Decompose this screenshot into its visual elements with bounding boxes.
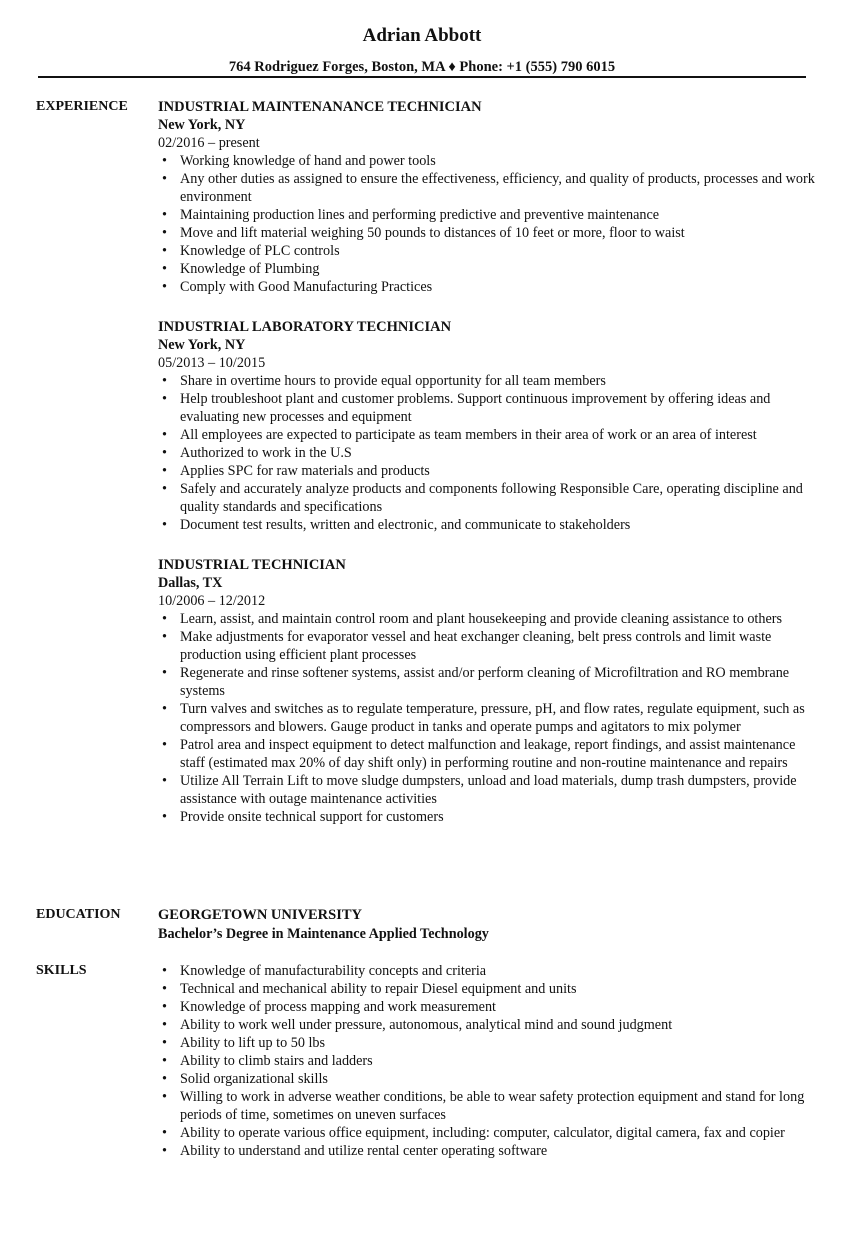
- education-body: [158, 906, 818, 944]
- bullet-item: • Comply with Good Manufacturing Practices: [158, 278, 818, 296]
- experience-body: [158, 98, 818, 848]
- section-label-skills: SKILLS: [36, 963, 87, 978]
- degree-name: Bachelor’s Degree in Maintenance Applied Technology: [158, 926, 489, 942]
- candidate-name: Adrian Abbott: [362, 25, 482, 46]
- bullet-item: • Turn valves and switches as to regulate temperature, pressure, pH, and flow rates, regulate equipment, such as compressors and blowers. Gauge product in tanks and operate pumps and agitators to mix polymer: [158, 700, 818, 736]
- bullet-item: • Learn, assist, and maintain control room and plant housekeeping and provide cleaning assistance to others: [158, 610, 818, 628]
- school-name: GEORGETOWN UNIVERSITY: [158, 907, 362, 923]
- job-entry: [158, 318, 818, 534]
- bullet-item: • Knowledge of Plumbing: [158, 260, 818, 278]
- skill-item: • Ability to operate various office equipment, including: computer, calculator, digital camera, fax and copier: [158, 1124, 818, 1142]
- skills-list: [158, 962, 818, 1160]
- bullet-item: • Share in overtime hours to provide equal opportunity for all team members: [158, 372, 818, 390]
- skill-item: • Willing to work in adverse weather conditions, be able to wear safety protection equipment and stand for long periods of time, sometimes on uneven surfaces: [158, 1088, 818, 1124]
- job-location: Dallas, TX: [158, 575, 223, 591]
- bullet-item: • Any other duties as assigned to ensure the effectiveness, efficiency, and quality of products, processes and work environment: [158, 170, 818, 206]
- skill-item: • Technical and mechanical ability to repair Diesel equipment and units: [158, 980, 818, 998]
- section-label-experience: EXPERIENCE: [36, 99, 128, 114]
- skill-item: • Knowledge of manufacturability concepts and criteria: [158, 962, 818, 980]
- bullet-item: • Move and lift material weighing 50 pounds to distances of 10 feet or more, floor to waist: [158, 224, 818, 242]
- bullet-item: • Knowledge of PLC controls: [158, 242, 818, 260]
- skills-body: [158, 962, 818, 1160]
- job-location: New York, NY: [158, 117, 246, 133]
- job-entry: [158, 556, 818, 826]
- resume-header: [38, 24, 806, 76]
- bullet-item: • Maintaining production lines and performing predictive and preventive maintenance: [158, 206, 818, 224]
- bullet-item: • Provide onsite technical support for customers: [158, 808, 818, 826]
- header-divider: [38, 76, 806, 78]
- skill-item: • Ability to climb stairs and ladders: [158, 1052, 818, 1070]
- bullet-item: • Utilize All Terrain Lift to move sludge dumpsters, unload and load materials, dump trash dumpsters, provide assistance with outage maintenance activities: [158, 772, 818, 808]
- bullet-item: • Safely and accurately analyze products and components following Responsible Care, operating discipline and quality standards and specifications: [158, 480, 818, 516]
- bullet-item: • All employees are expected to participate as team members in their area of work or an area of interest: [158, 426, 818, 444]
- section-label-education: EDUCATION: [36, 907, 121, 922]
- job-title: INDUSTRIAL MAINTENANANCE TECHNICIAN: [158, 99, 482, 115]
- job-dates: 05/2013 – 10/2015: [158, 355, 266, 371]
- skill-item: • Ability to understand and utilize rental center operating software: [158, 1142, 818, 1160]
- bullet-item: • Patrol area and inspect equipment to detect malfunction and leakage, report findings, and assist maintenance staff (estimated max 20% of day shift only) in performing routine and non-routine maintenance and repairs: [158, 736, 818, 772]
- contact-line: 764 Rodriguez Forges, Boston, MA ♦ Phone: +1 (555) 790 6015: [228, 59, 616, 75]
- bullet-item: • Applies SPC for raw materials and products: [158, 462, 818, 480]
- job-location: New York, NY: [158, 337, 246, 353]
- job-bullets: [158, 152, 818, 296]
- job-title: INDUSTRIAL TECHNICIAN: [158, 557, 346, 573]
- job-bullets: [158, 610, 818, 826]
- skill-item: • Knowledge of process mapping and work measurement: [158, 998, 818, 1016]
- skill-item: • Ability to lift up to 50 lbs: [158, 1034, 818, 1052]
- bullet-item: • Regenerate and rinse softener systems, assist and/or perform cleaning of Microfiltration and RO membrane systems: [158, 664, 818, 700]
- skill-item: • Solid organizational skills: [158, 1070, 818, 1088]
- skill-item: • Ability to work well under pressure, autonomous, analytical mind and sound judgment: [158, 1016, 818, 1034]
- job-title: INDUSTRIAL LABORATORY TECHNICIAN: [158, 319, 452, 335]
- job-entry: [158, 98, 818, 296]
- bullet-item: • Working knowledge of hand and power tools: [158, 152, 818, 170]
- job-dates: 02/2016 – present: [158, 135, 260, 151]
- bullet-item: • Make adjustments for evaporator vessel and heat exchanger cleaning, belt press controls and limit waste production using efficient plant processes: [158, 628, 818, 664]
- bullet-item: • Document test results, written and electronic, and communicate to stakeholders: [158, 516, 818, 534]
- job-bullets: [158, 372, 818, 534]
- bullet-item: • Help troubleshoot plant and customer problems. Support continuous improvement by offering ideas and evaluating new processes and equipment: [158, 390, 818, 426]
- job-dates: 10/2006 – 12/2012: [158, 593, 266, 609]
- bullet-item: • Authorized to work in the U.S: [158, 444, 818, 462]
